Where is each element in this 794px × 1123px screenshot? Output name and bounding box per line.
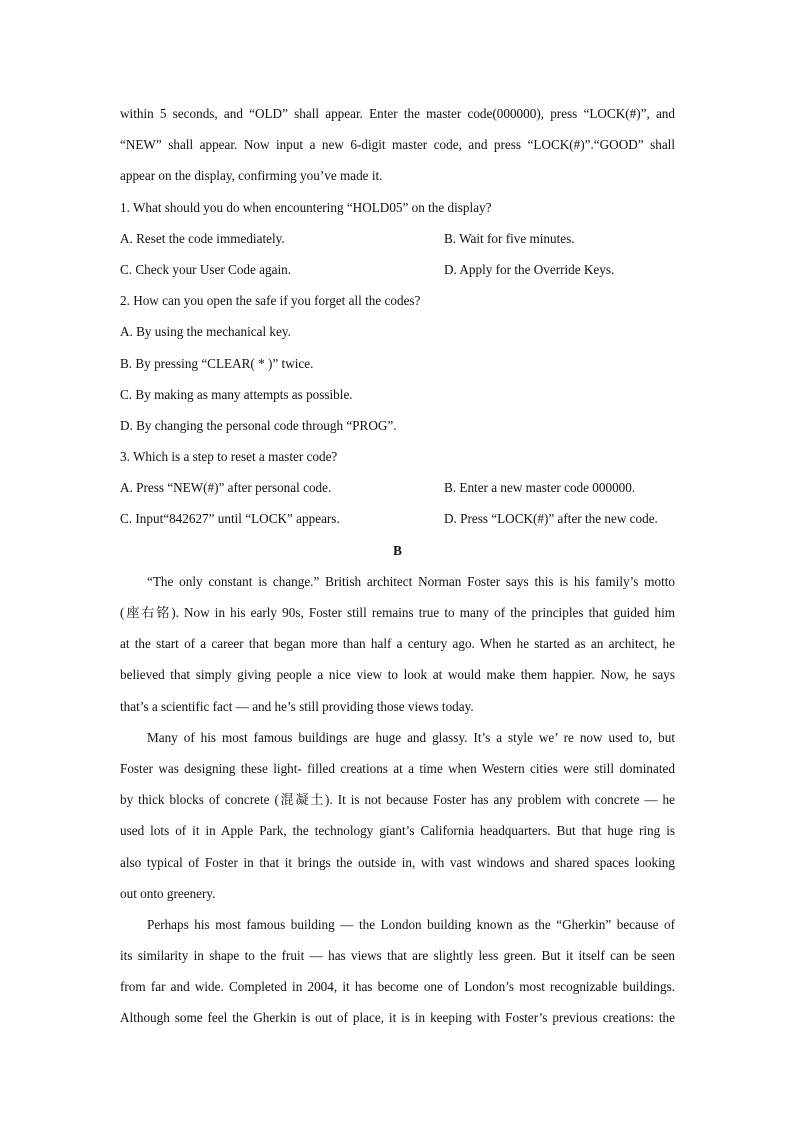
q3-option-c: C. Input“842627” until “LOCK” appears.	[120, 511, 340, 527]
paragraph-line: Perhaps his most famous building — the London building known as the “Gherkin” because of	[147, 916, 675, 932]
q1-option-b: B. Wait for five minutes.	[444, 230, 575, 246]
paragraph-line: used lots of it in Apple Park, the technology giant’s California headquarters. But that huge ring is	[120, 823, 675, 839]
passage-a-line: within 5 seconds, and “OLD” shall appear. Enter the master code(000000), press “LOCK(#)”, and	[120, 106, 675, 121]
q2-option-c: C. By making as many attempts as possible.	[120, 386, 353, 402]
paragraph-line: at the start of a career that began more than half a century ago. When he started as an architect, he	[120, 636, 675, 652]
paragraph-line: “The only constant is change.” British architect Norman Foster says this is his family’s motto	[147, 573, 675, 589]
paragraph-line: believed that simply giving people a nice view to look at would make them happier. Now, he says	[120, 667, 675, 683]
paragraph-line: Foster was designing these light- filled creations at a time when Western cities were still dominated	[120, 760, 675, 776]
paragraph-line: (座右铭). Now in his early 90s, Foster still remains true to many of the principles that guided him	[120, 605, 675, 620]
paragraph-line: also typical of Foster in that it brings the outside in, with vast windows and shared spaces looking	[120, 854, 675, 870]
paragraph-2	[120, 722, 675, 909]
question-3-options-row-2	[120, 503, 675, 534]
q3-option-b: B. Enter a new master code 000000.	[444, 480, 636, 496]
q2-option-a: A. By using the mechanical key.	[120, 324, 291, 340]
passage-a-line: “NEW” shall appear. Now input a new 6-digit master code, and press “LOCK(#)”.“GOOD” shall	[120, 137, 675, 153]
q2-option-b: B. By pressing “CLEAR( * )” twice.	[120, 355, 314, 371]
question-3-options-row-1	[120, 472, 675, 503]
paragraph-line: out onto greenery.	[120, 885, 216, 901]
paragraph-line: its similarity in shape to the fruit — has views that are slightly less green. But it itself can be seen	[120, 948, 675, 964]
question-1-stem: 1. What should you do when encountering “HOLD05” on the display?	[120, 199, 492, 215]
q1-option-d: D. Apply for the Override Keys.	[444, 261, 615, 277]
question-1-options-row-1	[120, 223, 675, 254]
paragraph-line: that’s a scientific fact — and he’s still providing those views today.	[120, 698, 474, 714]
passage-a-line: appear on the display, confirming you’ve made it.	[120, 168, 383, 184]
q2-option-d: D. By changing the personal code through “PROG”.	[120, 417, 397, 433]
question-3-stem: 3. Which is a step to reset a master code?	[120, 449, 338, 465]
q1-option-a: A. Reset the code immediately.	[120, 230, 285, 246]
question-1-options-row-2	[120, 254, 675, 285]
q3-option-a: A. Press “NEW(#)” after personal code.	[120, 480, 332, 496]
paragraph-line: from far and wide. Completed in 2004, it has become one of London’s most recognizable buildings.	[120, 979, 675, 995]
paragraph-line: Many of his most famous buildings are huge and glassy. It’s a style we’ re now used to, but	[147, 729, 675, 745]
paragraph-1	[120, 566, 675, 722]
q1-option-c: C. Check your User Code again.	[120, 261, 292, 277]
paragraph-3	[120, 909, 675, 1034]
section-b-heading: B	[393, 542, 402, 558]
paragraph-line: Although some feel the Gherkin is out of place, it is in keeping with Foster’s previous creations: the	[120, 1010, 675, 1026]
paragraph-line: by thick blocks of concrete (混凝土). It is not because Foster has any problem with concrete — he	[120, 792, 675, 808]
question-2-stem: 2. How can you open the safe if you forget all the codes?	[120, 293, 421, 309]
q3-option-d: D. Press “LOCK(#)” after the new code.	[444, 511, 658, 527]
document-page	[120, 98, 675, 1034]
